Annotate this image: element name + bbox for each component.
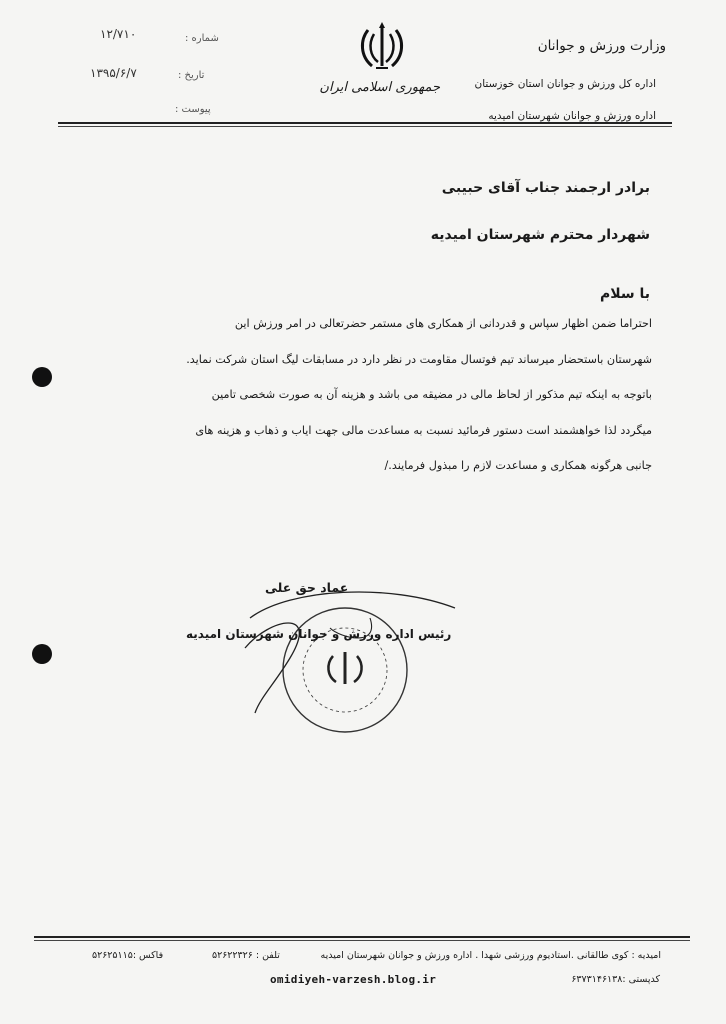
footer-divider-thin bbox=[34, 940, 690, 941]
office-name: اداره ورزش و جوانان شهرستان امیدیه bbox=[488, 110, 656, 122]
header-divider-thin bbox=[58, 126, 672, 127]
ministry-name: وزارت ورزش و جوانان bbox=[537, 38, 666, 54]
recipient-line-2: شهردار محترم شهرستان امیدیه bbox=[430, 227, 650, 243]
body-line: شهرستان باستحضار میرساند تیم فوتسال مقاومت در نظر دارد در مسابقات لیگ استان شرکت نماید. bbox=[186, 352, 652, 366]
signatory-title: رئیس اداره ورزش و جوانان شهرستان امیدیه bbox=[186, 627, 452, 641]
directorate-name: اداره کل ورزش و جوانان استان خوزستان bbox=[474, 78, 656, 90]
footer-fax: فاکس :۵۲۶۲۵۱۱۵ bbox=[92, 950, 164, 961]
number-value: ۱۲/۷۱۰ bbox=[100, 27, 137, 41]
punch-hole bbox=[32, 644, 52, 664]
body-line: میگردد لذا خواهشمند است دستور فرمائید نسبت به مساعدت مالی جهت ایاب و ذهاب و هزینه های bbox=[195, 423, 652, 437]
body-line: احتراما ضمن اظهار سپاس و قدردانی از همکاری های مستمر حضرتعالی در امر ورزش این bbox=[234, 317, 652, 330]
greeting: با سلام bbox=[599, 286, 650, 302]
emblem-caption: جمهوری اسلامی ایران bbox=[319, 80, 440, 95]
date-label: تاریخ : bbox=[178, 70, 205, 81]
body-line: باتوجه به اینکه تیم مذکور از لحاظ مالی در مضیقه می باشد و هزینه آن به صورت شخصی تامین bbox=[211, 388, 652, 401]
footer-address: امیدیه : کوی طالقانی .استادیوم ورزشی شهدا . اداره ورزش و جوانان شهرستان امیدیه bbox=[320, 950, 661, 961]
footer-phone: تلفن : ۵۲۶۲۲۳۲۶ bbox=[212, 950, 280, 961]
number-label: شماره : bbox=[185, 33, 219, 44]
footer-postal-code: کدپستی :۶۳۷۳۱۴۶۱۳۸ bbox=[571, 974, 660, 985]
attachment-label: پیوست : bbox=[175, 104, 211, 115]
letter-body bbox=[90, 306, 652, 484]
punch-hole bbox=[32, 367, 52, 387]
footer-divider bbox=[34, 936, 690, 938]
body-line: جانبی هرگونه همکاری و مساعدت لازم را مبذول فرمایند./ bbox=[384, 459, 652, 472]
iran-emblem-icon bbox=[354, 20, 410, 76]
recipient-line-1: برادر ارجمند جناب آقای حبیبی bbox=[441, 180, 650, 196]
date-value: ۱۳۹۵/۶/۷ bbox=[90, 66, 137, 80]
footer-blog-url[interactable]: omidiyeh-varzesh.blog.ir bbox=[270, 973, 437, 986]
signatory-name: عماد حق علی bbox=[265, 580, 349, 595]
official-stamp-icon bbox=[230, 578, 470, 738]
header-divider bbox=[58, 122, 672, 124]
